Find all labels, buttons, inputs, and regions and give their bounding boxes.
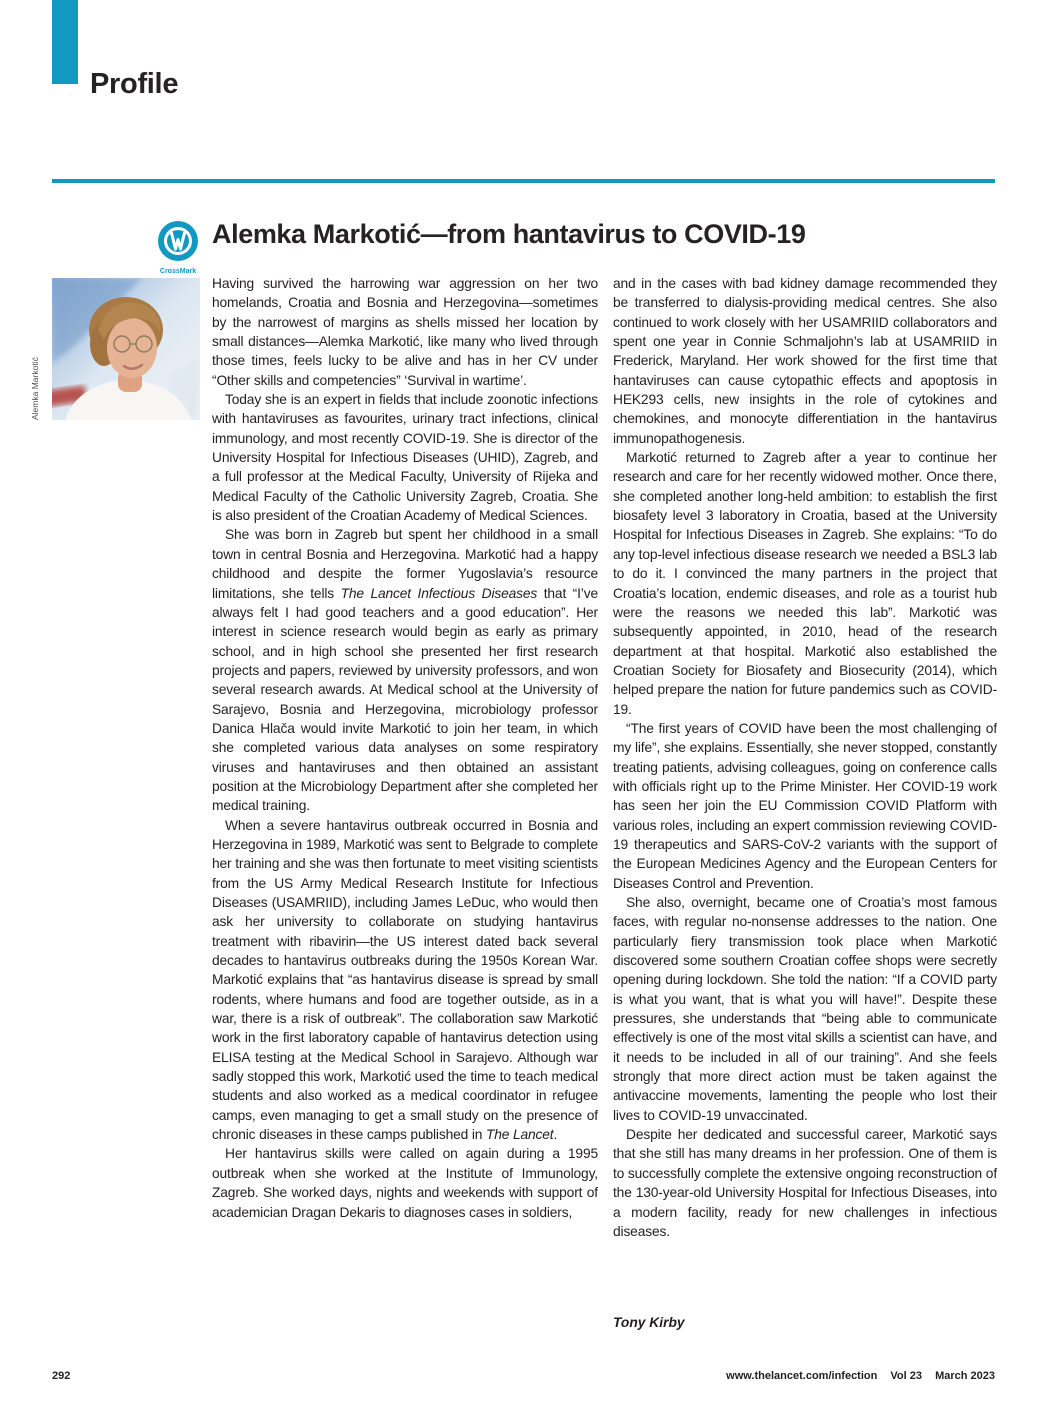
text-run: “The first years of COVID have been the most challenging of my life”, she explains. Essentially, she never stopped, constantly treating patients, advising colleagues, going on conference calls with officials right up to the Prime Minister. Her COVID-19 work has seen her join the EU Commission COVID Platform with various roles, including an expert commission reviewing COVID-19 therapeutics and SARS-CoV-2 variants with the support of the European Medicines Agency and the European Centers for Diseases Control and Prevention. (613, 720, 997, 891)
paragraph (212, 816, 598, 1145)
italic-text: The Lancet Infectious Diseases (340, 585, 538, 601)
footer-volume: Vol 23 (890, 1370, 922, 1382)
section-accent-bar (52, 0, 78, 84)
text-run: She also, overnight, became one of Croatia’s most famous faces, with regular no-nonsense addresses to the nation. One particularly fiery transmission took place when Markotić discovered some southern Croatian coffee shops were secretly opening during lockdown. She told the nation: “If a COVID party is what you want, that is what you will have!”. Despite these pressures, she understands that “being able to communicate effectively is one of the most vital skills a scientist can have, and it needs to be included in all of our training”. And she feels strongly that more direct action must be taken against the antivaccine movements, lamenting the people who lost their lives to COVID-19 unvaccinated. (613, 895, 997, 1123)
page-number: 292 (52, 1370, 71, 1382)
article-title: Alemka Markotić—from hantavirus to COVID-19 (212, 219, 806, 249)
footer-date: March 2023 (935, 1370, 995, 1382)
crossmark-icon (157, 249, 199, 266)
author-byline: Tony Kirby (613, 1315, 685, 1330)
paragraph (212, 390, 598, 525)
text-run: When a severe hantavirus outbreak occurred in Bosnia and Herzegovina in 1989, Markotić was sent to Belgrade to complete her training and she was then fortunate to meet visiting scientists from the US Army Medical Research Institute for Infectious Diseases (USAMRIID), including James LeDuc, who would then ask her university to collaborate on studying hantavirus treatment with ribavirin—the US interest dated back several decades to hantavirus outbreaks during the 1950s Korean War. Markotić explains that “as hantavirus disease is spread by small rodents, where humans and food are together outside, as in a war, there is a risk of outbreak”. The collaboration saw Markotić work in the first laboratory capable of hantavirus detection using ELISA testing at the Medical School in Sarajevo. Although war sadly stopped this work, Markotić used the time to teach medical students and also worked as a medical coordinator in refugee camps, even managing to get a small study on the presence of chronic diseases in these camps published in (212, 817, 598, 1143)
horizontal-rule (52, 179, 995, 183)
paragraph (613, 719, 997, 893)
section-label: Profile (90, 68, 179, 100)
paragraph (212, 1144, 598, 1221)
paragraph (613, 274, 997, 448)
text-run: and in the cases with bad kidney damage recommended they be transferred to dialysis-providing medical centres. She also continued to work closely with her USAMRIID collaborators and spent one year in Connie Schmaljohn’s lab at USAMRIID in Frederick, Maryland. Her work showed for the first time that hantaviruses can cause cytopathic effects and apoptosis in HEK293 cells, new insights in the role of cytokines and chemokines, and monocyte differentiation in the hantavirus immunopathogenesis. (613, 276, 997, 446)
paragraph (613, 893, 997, 1125)
text-run: Having survived the harrowing war aggression on her two homelands, Croatia and Bosnia and Herzegovina—sometimes by the narrowest of margins as shells missed her location by small distances—Alemka Markotić, like many who lived through those times, feels lucky to be alive and has in her CV under “Other skills and competencies” ‘Survival in wartime’. (212, 276, 598, 388)
crossmark-badge[interactable] (155, 220, 201, 275)
text-run: Her hantavirus skills were called on again during a 1995 outbreak when she worked at the Institute of Immunology, Zagreb. She worked days, nights and weekends with support of academician Dragan Dekaris to diagnoses cases in soldiers, (212, 1146, 598, 1220)
text-run: Today she is an expert in fields that include zoonotic infections with hantaviruses as favourites, urinary tract infections, clinical immunology, and most recently COVID-19. She is director of the University Hospital for Infectious Diseases (UHID), Zagreb, and a full professor at the Medical Faculty, University of Rijeka and Medical Faculty of the Catholic University Zagreb, Croatia. She is also president of the Croatian Academy of Medical Sciences. (212, 392, 598, 524)
paragraph (212, 274, 598, 390)
italic-text: The Lancet (485, 1127, 554, 1143)
body-column-left (212, 274, 598, 1352)
body-column-right (613, 274, 997, 1352)
portrait-photo (52, 278, 200, 420)
text-run: . (553, 1127, 558, 1143)
footer-url: www.thelancet.com/infection (726, 1370, 878, 1382)
text-run: She was born in Zagreb but spent her childhood in a small town in central Bosnia and Herzegovina. Markotić had a happy childhood and despite the former Yugoslavia’s resource limitations, she tells (212, 527, 598, 601)
crossmark-label: CrossMark (159, 268, 197, 275)
photo-credit: Alemka Markotić (30, 357, 40, 420)
text-run: Despite her dedicated and successful career, Markotić says that she still has many dreams in her profession. One of them is to successfully complete the extensive ongoing reconstruction of the 130-year-old University Hospital for Infectious Diseases, into a modern facility, ready for new challenges in infectious diseases. (613, 1127, 997, 1239)
footer-journal-info (726, 1370, 995, 1382)
paragraph (613, 1125, 997, 1241)
text-run: Markotić returned to Zagreb after a year to continue her research and care for her recently widowed mother. Once there, she completed another long-held ambition: to establish the first biosafety level 3 laboratory in Croatia, based at the University Hospital for Infectious Diseases in Zagreb. She explains: “To do any top-level infectious disease research we needed a BSL3 lab to do it. I convinced the many partners in the project that Croatia’s location, endemic diseases, and role as a tourist hub were the reasons we needed this lab”. Markotić was subsequently appointed, in 2010, head of the research department at that hospital. Markotić also established the Croatian Society for Biosafety and Biosecurity (2014), which helped prepare the nation for future pandemics such as COVID-19. (613, 450, 997, 717)
paragraph (212, 525, 598, 815)
text-run: that “I’ve always felt I had good teachers and a good education”. Her interest in science research would begin as early as primary school, and in high school she presented her first research projects and papers, reviewed by university professors, and won several research awards. At Medical school at the University of Sarajevo, Bosnia and Herzegovina, microbiology professor Danica Hlača would invite Markotić to join her team, in which she completed various data analyses on some respiratory viruses and hantaviruses and then obtained an assistant position at the Microbiology Department after she completed her medical training. (212, 585, 598, 814)
paragraph (613, 448, 997, 719)
